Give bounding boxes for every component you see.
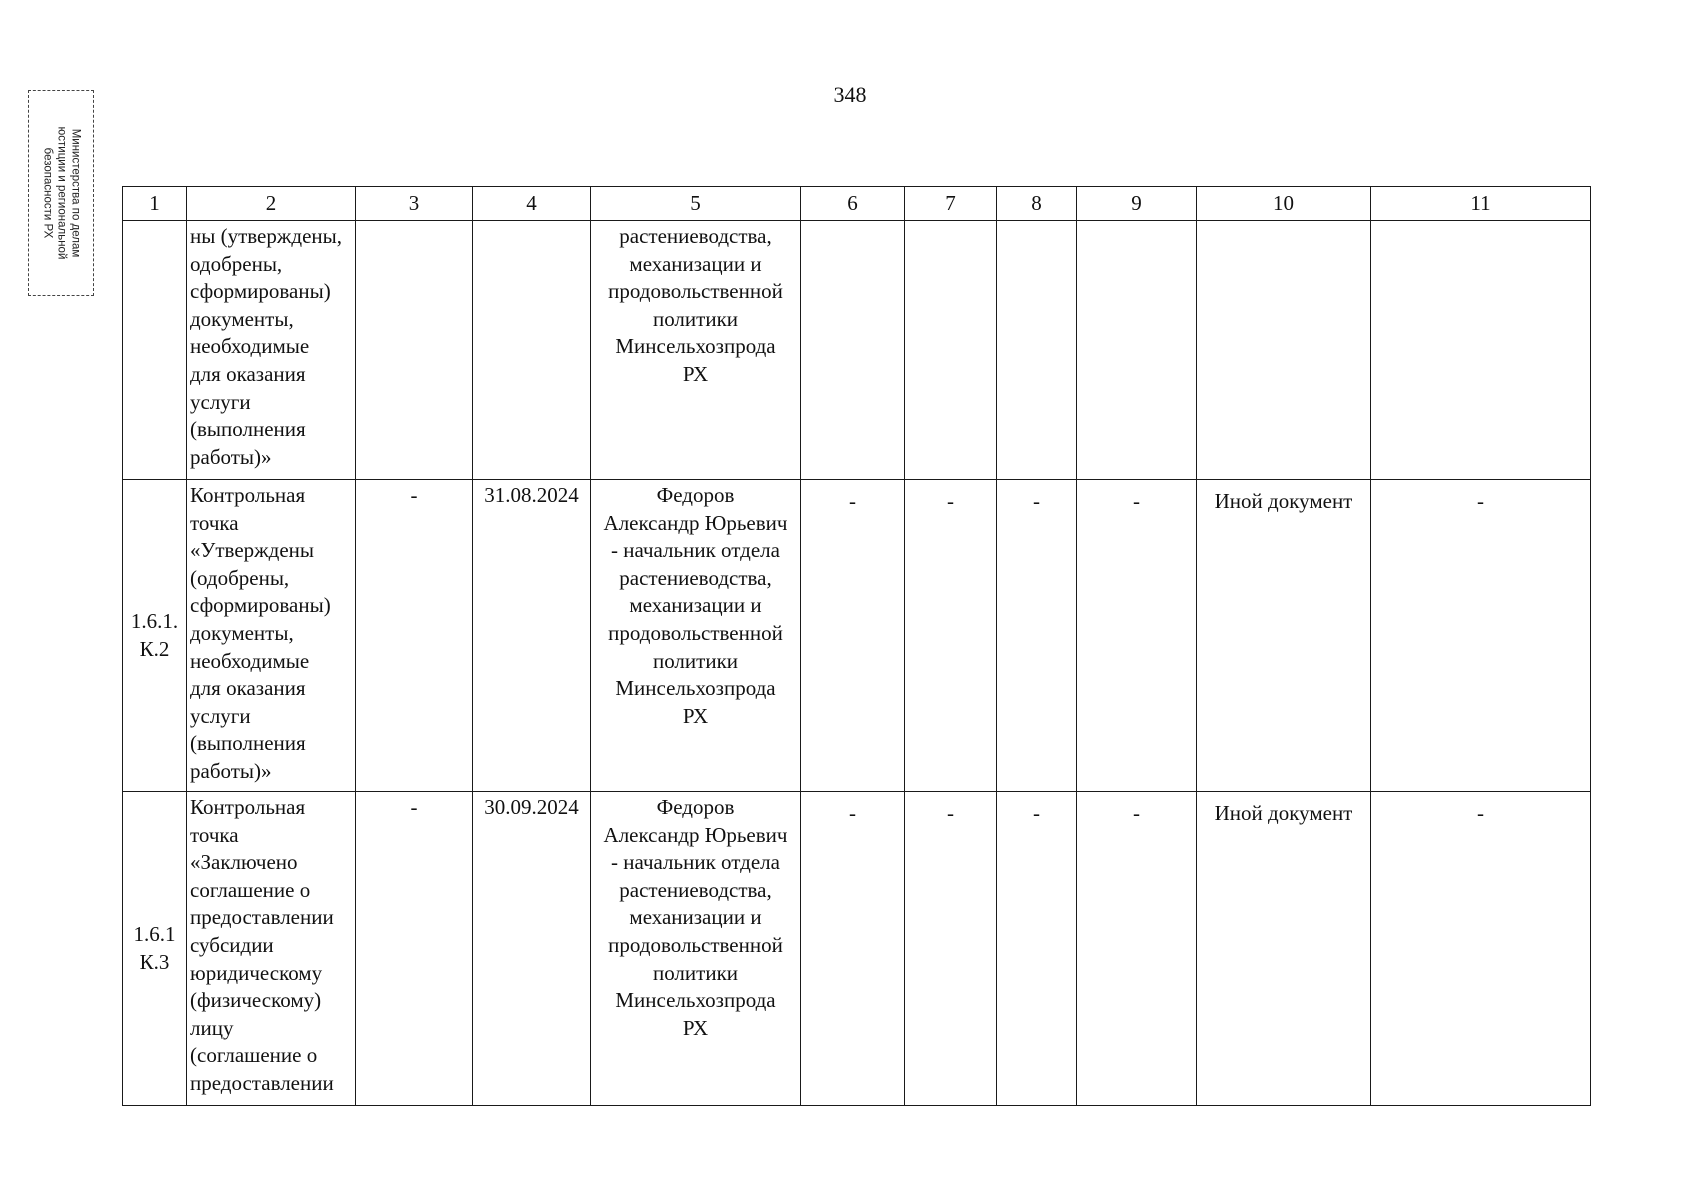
text-line: одобрены, <box>190 251 283 276</box>
text-line: (одобрены, <box>190 565 290 590</box>
text-line: растениеводства, <box>619 224 772 248</box>
col3-cell: - <box>356 792 473 1106</box>
text-line: необходимые <box>190 648 310 673</box>
text-line: сформированы) <box>190 279 331 304</box>
text-line: точка <box>190 822 239 847</box>
col6-cell: - <box>801 480 905 792</box>
text-line: Минсельхозпрода <box>615 988 776 1013</box>
text-line: «Заключено <box>190 850 298 875</box>
col9-cell <box>1077 221 1197 480</box>
text-line: работы)» <box>190 758 272 783</box>
text-line: для оказания <box>190 676 306 701</box>
text-line: РХ <box>682 1015 709 1040</box>
text-line: - начальник отдела <box>611 850 780 875</box>
text-line: «Утверждены <box>190 538 315 563</box>
header-cell: 3 <box>356 187 473 221</box>
stamp-line: безопасности РХ <box>41 147 53 239</box>
date-cell <box>473 221 591 480</box>
col11-cell: - <box>1371 480 1591 792</box>
text-line: растениеводства, <box>619 565 772 590</box>
row-number <box>123 221 187 480</box>
text-line: Александр Юрьевич <box>603 822 788 847</box>
col7-cell <box>905 221 997 480</box>
text-line: Александр Юрьевич <box>603 510 788 535</box>
header-cell: 6 <box>801 187 905 221</box>
document-type-cell <box>1197 221 1371 480</box>
text-line: (выполнения <box>190 731 306 756</box>
stamp-text <box>40 127 82 260</box>
text-line: Минсельхозпрода <box>615 334 776 359</box>
text-line: точка <box>190 510 239 535</box>
text-line: (соглашение о <box>190 1043 318 1068</box>
text-line: услуги <box>190 389 251 414</box>
col8-cell: - <box>997 480 1077 792</box>
col9-cell: - <box>1077 792 1197 1106</box>
stamp-line: юстиции и региональной <box>55 126 67 260</box>
text-line: услуги <box>190 703 251 728</box>
text-line: соглашение о <box>190 877 311 902</box>
text-line: политики <box>652 306 739 331</box>
col8-cell: - <box>997 792 1077 1106</box>
text-line: политики <box>652 648 739 673</box>
text-line: механизации и <box>629 905 762 930</box>
header-cell: 10 <box>1197 187 1371 221</box>
col7-cell: - <box>905 792 997 1106</box>
header-cell: 11 <box>1371 187 1591 221</box>
text-line: Контрольная <box>190 795 306 819</box>
text-line: Федоров <box>656 483 735 507</box>
text-line: предоставлении <box>190 1070 334 1095</box>
header-cell: 4 <box>473 187 591 221</box>
document-type-cell: Иной документ <box>1197 792 1371 1106</box>
text-line: для оказания <box>190 361 306 386</box>
text-line: механизации и <box>629 251 762 276</box>
page-number: 348 <box>833 82 867 107</box>
text-line: механизации и <box>629 593 762 618</box>
text-line: документы, <box>190 306 294 331</box>
text-line: политики <box>652 960 739 985</box>
stamp-line: Министерства по делам <box>69 128 81 258</box>
col6-cell: - <box>801 792 905 1106</box>
text-line: лицу <box>190 1015 234 1040</box>
registration-stamp <box>28 90 94 296</box>
header-cell: 2 <box>187 187 356 221</box>
responsible-cell <box>591 792 801 1106</box>
col8-cell <box>997 221 1077 480</box>
text-line: РХ <box>682 361 709 386</box>
table-row <box>123 792 1591 1106</box>
activity-name <box>187 792 356 1106</box>
document-type-cell: Иной документ <box>1197 480 1371 792</box>
plan-table <box>122 186 1591 1106</box>
row-number: 1.6.1. К.2 <box>123 480 187 792</box>
col11-cell: - <box>1371 792 1591 1106</box>
text-line: предоставлении <box>190 905 334 930</box>
text-line: продовольственной <box>608 279 783 304</box>
text-line: продовольственной <box>608 932 783 957</box>
header-cell: 8 <box>997 187 1077 221</box>
activity-name <box>187 480 356 792</box>
col9-cell: - <box>1077 480 1197 792</box>
text-line: сформированы) <box>190 593 331 618</box>
header-row <box>123 187 1591 221</box>
text-line: (физическому) <box>190 988 322 1013</box>
text-line: (выполнения <box>190 417 306 442</box>
col3-cell: - <box>356 480 473 792</box>
date-cell: 31.08.2024 <box>473 480 591 792</box>
row-number: 1.6.1 К.3 <box>123 792 187 1106</box>
text-line: ны (утверждены, <box>190 224 342 248</box>
text-line: продовольственной <box>608 620 783 645</box>
text-line: растениеводства, <box>619 877 772 902</box>
col3-cell <box>356 221 473 480</box>
table-row <box>123 221 1591 480</box>
date-cell: 30.09.2024 <box>473 792 591 1106</box>
header-cell: 9 <box>1077 187 1197 221</box>
text-line: работы)» <box>190 444 272 469</box>
text-line: РХ <box>682 703 709 728</box>
col11-cell <box>1371 221 1591 480</box>
text-line: необходимые <box>190 334 310 359</box>
responsible-cell <box>591 480 801 792</box>
activity-name <box>187 221 356 480</box>
table-row <box>123 480 1591 792</box>
header-cell: 7 <box>905 187 997 221</box>
col7-cell: - <box>905 480 997 792</box>
text-line: документы, <box>190 620 294 645</box>
text-line: Минсельхозпрода <box>615 676 776 701</box>
text-line: субсидии <box>190 932 274 957</box>
text-line: юридическому <box>190 960 323 985</box>
text-line: Федоров <box>656 795 735 819</box>
text-line: Контрольная <box>190 483 306 507</box>
responsible-cell <box>591 221 801 480</box>
header-cell: 1 <box>123 187 187 221</box>
col6-cell <box>801 221 905 480</box>
text-line: - начальник отдела <box>611 538 780 563</box>
header-cell: 5 <box>591 187 801 221</box>
